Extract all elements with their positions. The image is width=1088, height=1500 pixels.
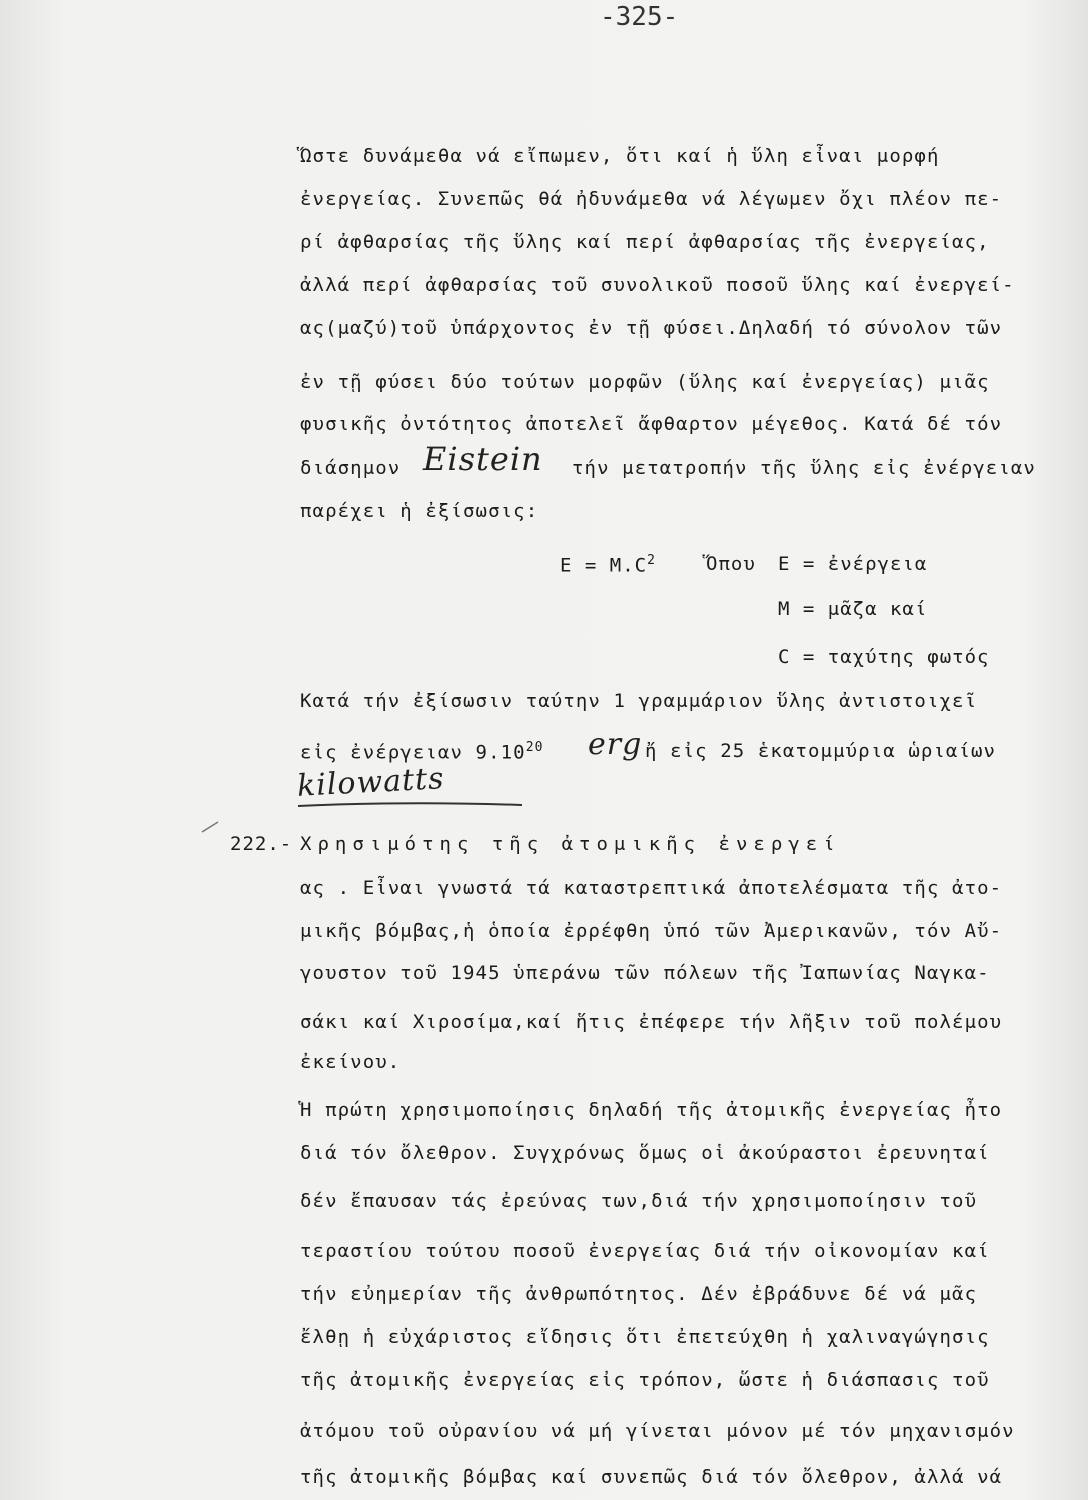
- body-line-8-start: διάσημον: [300, 457, 401, 479]
- section-line-2: μικῆς βόμβας,ἡ ὁποία ἐρρέφθη ὑπό τῶν Ἀμερικανῶν, τόν Αὔ-: [300, 920, 1003, 942]
- section-line-10: τήν εὐημερίαν τῆς ἀνθρωπότητος. Δέν ἐβράδυνε δέ νά μᾶς: [300, 1283, 978, 1305]
- section-line-4: σάκι καί Χιροσίμα,καί ἥτις ἐπέφερε τήν λῆξιν τοῦ πολέμου: [300, 1011, 1003, 1033]
- equation-formula-text: E = M.C: [560, 554, 648, 577]
- body-line-5: ας(μαζύ)τοῦ ὑπάρχοντος ἐν τῇ φύσει.Δηλαδή τό σύνολον τῶν: [300, 317, 1003, 339]
- body-line-9: παρέχει ἡ ἐξίσωσις:: [300, 500, 539, 522]
- section-line-8: δέν ἔπαυσαν τάς ἐρεύνας των,διά τήν χρησιμοποίησιν τοῦ: [300, 1190, 978, 1212]
- after-eq-line-1: Κατά τήν ἐξίσωσιν ταύτην 1 γραμμάριον ὕλης ἀντιστοιχεῖ: [300, 690, 978, 712]
- section-line-5: ἐκείνου.: [300, 1051, 401, 1073]
- equation-where-label: Ὅπου: [706, 553, 756, 575]
- section-line-9: τεραστίου τούτου ποσοῦ ἐνεργείας διά τήν οἰκονομίαν καί: [300, 1240, 990, 1262]
- equation-def-speed: C = ταχύτης φωτός: [778, 646, 990, 668]
- after-eq-line-2-text: εἰς ἐνέργειαν 9.10: [300, 741, 526, 764]
- body-line-6: ἐν τῇ φύσει δύο τούτων μορφῶν (ὕλης καί ἐνεργείας) μιᾶς: [300, 371, 990, 393]
- equation-def-mass: M = μᾶζα καί: [778, 598, 928, 620]
- section-line-3: γουστον τοῦ 1945 ὑπεράνω τῶν πόλεων τῆς Ἰαπωνίας Ναγκα-: [300, 962, 990, 984]
- section-number: 222.-: [230, 833, 293, 855]
- section-line-6: Ἡ πρώτη χρησιμοποίησις δηλαδή τῆς ἀτομικῆς ἐνεργείας ἦτο: [300, 1099, 1003, 1121]
- equation-formula: [560, 553, 656, 576]
- handwritten-erg: erg: [588, 727, 643, 762]
- body-line-8-end: τήν μετατροπήν τῆς ὕλης εἰς ἐνέργειαν: [572, 457, 1036, 479]
- handwritten-kilowatts: kilowatts: [296, 761, 446, 804]
- section-line-13: ἀτόμου τοῦ οὐρανίου νά μή γίνεται μόνον μέ τόν μηχανισμόν: [300, 1420, 1015, 1442]
- margin-pencil-mark: [200, 820, 222, 834]
- section-line-11: ἔλθῃ ἡ εὐχάριστος εἴδησις ὅτι ἐπετεύχθη ἡ χαλιναγώγησις: [300, 1326, 990, 1348]
- equation-def-energy: E = ἐνέργεια: [778, 553, 928, 575]
- handwritten-einstein: Eistein: [423, 440, 543, 478]
- body-line-7: φυσικῆς ὀντότητος ἀποτελεῖ ἄφθαρτον μέγεθος. Κατά δέ τόν: [300, 413, 1003, 435]
- section-line-12: τῆς ἀτομικῆς ἐνεργείας εἰς τρόπον, ὥστε ἡ διάσπασις τοῦ: [300, 1369, 990, 1391]
- section-line-14: τῆς ἀτομικῆς βόμβας καί συνεπῶς διά τόν ὄλεθρον, ἀλλά νά: [300, 1466, 1003, 1488]
- section-line-7: διά τόν ὄλεθρον. Συγχρόνως ὅμως οἱ ἀκούραστοι ἐρευνηταί: [300, 1142, 990, 1164]
- body-line-4: ἀλλά περί ἀφθαρσίας τοῦ συνολικοῦ ποσοῦ ὕλης καί ἐνεργεί-: [300, 274, 1015, 296]
- section-heading: Χρησιμότης τῆς ἀτομικῆς ἐνεργεί: [300, 833, 841, 855]
- after-eq-line-2: [300, 740, 544, 763]
- body-line-3: ρί ἀφθαρσίας τῆς ὕλης καί περί ἀφθαρσίας τῆς ἐνεργείας,: [300, 231, 990, 253]
- body-line-1: Ὥστε δυνάμεθα νά εἴπωμεν, ὅτι καί ἡ ὕλη εἶναι μορφή: [300, 145, 940, 167]
- after-eq-line-2-end: ἤ εἰς 25 ἑκατομμύρια ὡριαίων: [645, 740, 997, 762]
- body-line-2: ἐνεργείας. Συνεπῶς θά ἠδυνάμεθα νά λέγωμεν ὄχι πλέον πε-: [300, 188, 1003, 210]
- exponent-20: 20: [525, 740, 544, 755]
- section-line-1: ας . Εἶναι γνωστά τά καταστρεπτικά ἀποτελέσματα τῆς ἀτο-: [300, 877, 1003, 899]
- kilowatts-underline: [296, 800, 526, 810]
- page-number: -325-: [600, 2, 679, 32]
- equation-exponent: 2: [647, 553, 656, 568]
